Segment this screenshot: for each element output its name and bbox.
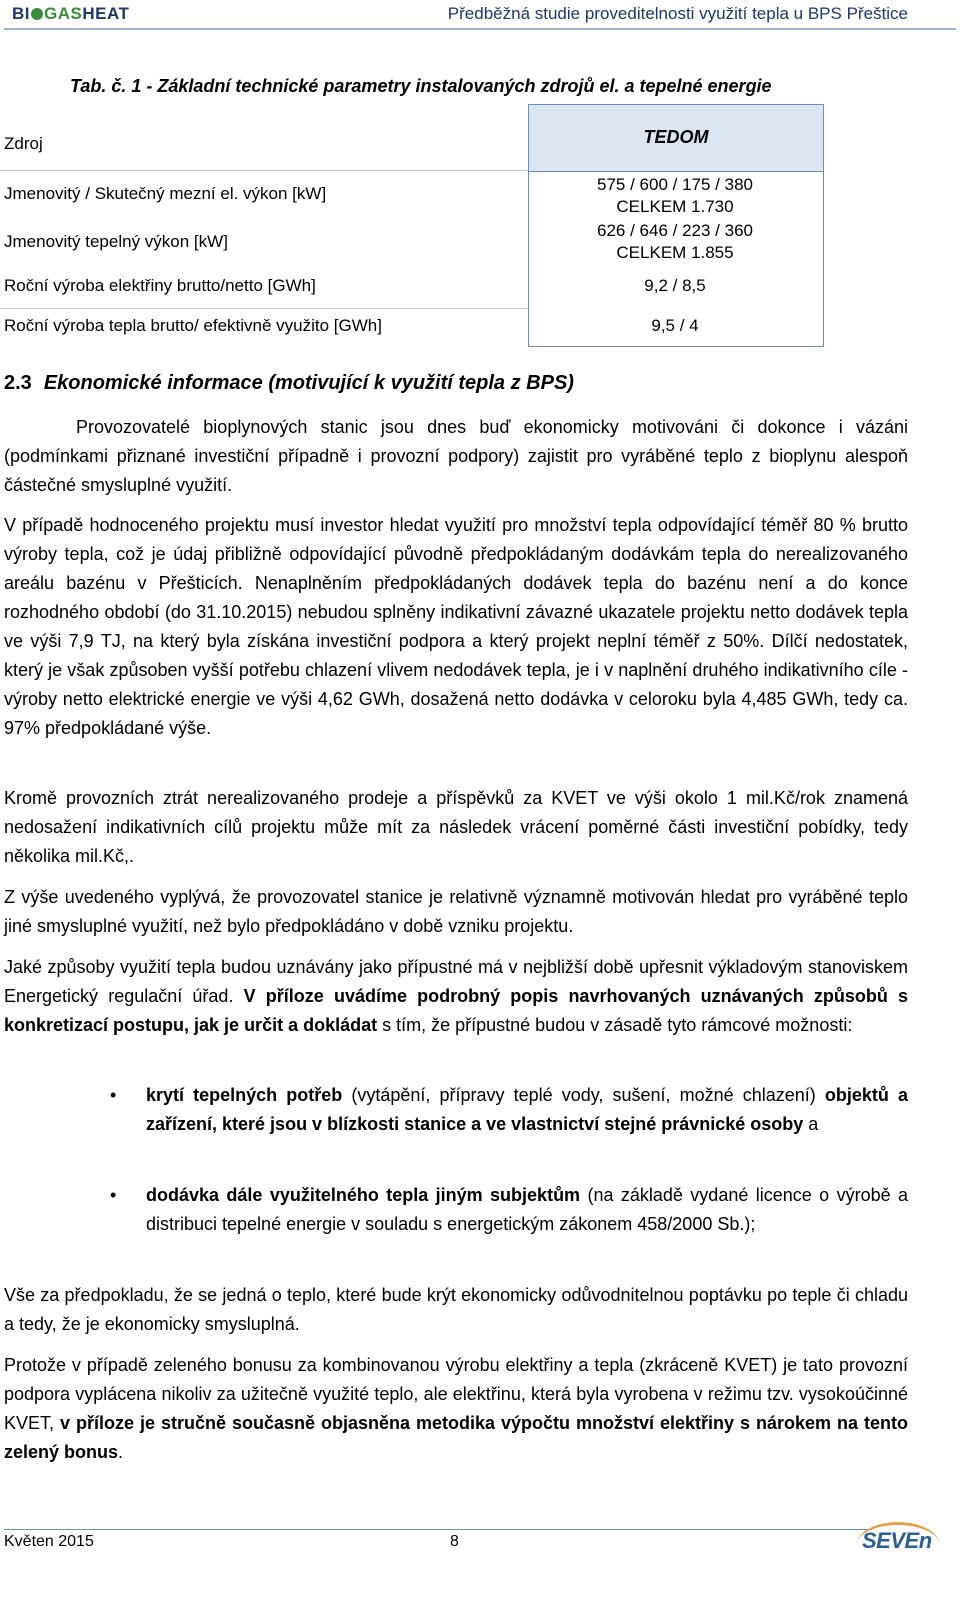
bullet-icon: •: [110, 1185, 117, 1205]
logo-text-heat: HEAT: [82, 4, 130, 23]
column-header-source: Zdroj: [4, 134, 43, 153]
bullet-2-bold: dodávka dále využitelného tepla jiným subjektům: [146, 1185, 581, 1205]
seven-logo: SEVEn: [862, 1528, 932, 1553]
bullet-item-2: [146, 1181, 908, 1239]
table-row-value: CELKEM 1.730: [616, 197, 734, 216]
parameters-table: [0, 104, 824, 348]
paragraph-5-bold: V příloze uvádíme podrobný popis navrhovaných uznávaných způsobů s konkretizací postupu, jak je určit a dokládat: [4, 986, 909, 1035]
bullet-1-bold-2: objektů a zařízení, které jsou v blízkosti stanice a ve vlastnictví stejné právnické osoby: [146, 1085, 908, 1134]
paragraph-4: Z výše uvedeného vyplývá, že provozovatel stanice je relativně významně motivován hledat pro vyráběné teplo jiné smysluplné využití, než bylo předpokládáno v době vzniku projektu.: [4, 887, 908, 936]
logo-text-gas: GAS: [44, 4, 83, 23]
paragraph-2: V případě hodnoceného projektu musí investor hledat využití pro množství tepla odpovídající téměř 80 % brutto výroby tepla, což je údaj přibližně odpovídající původně předpokládaným dodávkám tepla do nerealizovaného areálu bazénu v Přešticích. Nenaplněním předpokládaných dodávek tepla do bazénu není a do konce rozhodného období (do 31.10.2015) nebudou splněny indikativní závazné ukazatele projektu netto dodávek tepla ve výši 7,9 TJ, na který byla získána investiční podpora a který projekt neplní téměř z 50%. Dílčí nedostatek, který je však způsoben vyšší potřebu chlazení vlivem nedodávek tepla, je i v naplnění druhého indikativního cíle - výroby netto elektrické energie ve výši 4,62 GWh, dosažená netto dodávka v celoroku byla 4,485 GWh, tedy ca. 97% předpokládané výše.: [4, 515, 908, 738]
paragraph-5: [4, 953, 908, 1040]
header-title: Předběžná studie proveditelnosti využití tepla u BPS Přeštice: [447, 4, 908, 23]
page-number: 8: [450, 1533, 459, 1550]
table-divider: [0, 308, 528, 309]
paragraph-5-tail: s tím, že přípustné budou v zásadě tyto rámcové možnosti:: [377, 1015, 853, 1035]
paragraph-7-tail: .: [118, 1442, 124, 1462]
table-row-value: 575 / 600 / 175 / 380: [597, 175, 753, 194]
table-row-label: Roční výroba elektřiny brutto/netto [GWh]: [4, 276, 316, 295]
section-title: Ekonomické informace (motivující k využití tepla z BPS): [43, 372, 574, 394]
paragraph-5-text: Jaké způsoby využití tepla budou uznávány jako přípustné má v nejbližší době upřesnit výkladovým stanoviskem Energetický regulační úřad.: [4, 957, 908, 1006]
table-row-value: 626 / 646 / 223 / 360: [597, 221, 753, 240]
paragraph-1: Provozovatelé bioplynových stanic jsou dnes buď ekonomicky motivováni či dokonce i vázáni (podmínkami přiznané investiční případně i provozní podpory) zajistit pro vyráběné teplo z bioplynu alespoň částečné smysluplné využití.: [4, 417, 908, 495]
bullet-1-tail: a: [803, 1114, 819, 1134]
table-row-value: CELKEM 1.855: [616, 243, 734, 262]
biogasheat-logo: [12, 4, 129, 24]
column-header-tedom: TEDOM: [643, 127, 709, 147]
table-row-label: Roční výroba tepla brutto/ efektivně využito [GWh]: [4, 316, 382, 335]
page-header: [4, 0, 956, 30]
paragraph-7-text: Protože v případě zeleného bonusu za kombinovanou výrobu elektřiny a tepla (zkráceně KVET) je tato provozní podpora vyplácena nikoliv za užitečně využité teplo, ale elektřinu, která byla vyrobena v režimu tzv. vysokoúčinné KVET,: [4, 1355, 908, 1433]
bullet-2-text: (na základě vydané licence o výrobě a distribuci tepelné energie v souladu s energetickým zákonem 458/2000 Sb.);: [146, 1185, 908, 1234]
footer-date: Květen 2015: [4, 1533, 94, 1550]
paragraph-3: Kromě provozních ztrát nerealizovaného prodeje a příspěvků za KVET ve výši okolo 1 mil.Kč/rok znamená nedosažení indikativních cílů projektu může mít za následek vrácení poměrné části investiční pobídky, tedy několika mil.Kč,.: [4, 788, 908, 866]
paragraph-6: Vše za předpokladu, že se jedná o teplo, které bude krýt ekonomicky odůvodnitelnou poptávku po teple či chladu a tedy, že je ekonomicky smysluplná.: [4, 1285, 908, 1334]
bullet-item-1: [146, 1081, 908, 1139]
footer-divider: [4, 1529, 872, 1530]
leaf-icon: [31, 8, 43, 20]
bullet-icon: •: [110, 1085, 117, 1105]
paragraph-7: [4, 1351, 908, 1467]
table-caption: Tab. č. 1 - Základní technické parametry instalovaných zdrojů el. a tepelné energie: [70, 76, 772, 96]
bullet-1-bold: krytí tepelných potřeb: [146, 1085, 343, 1105]
table-header-cell: [528, 104, 824, 172]
logo-text-bi: BI: [12, 4, 30, 23]
section-heading: [4, 372, 574, 395]
table-row-label: Jmenovitý tepelný výkon [kW]: [4, 232, 228, 251]
bullet-1-text: (vytápění, přípravy teplé vody, sušení, možné chlazení): [342, 1085, 825, 1105]
table-row-label: Jmenovitý / Skutečný mezní el. výkon [kW]: [4, 184, 327, 203]
table-row-value: 9,5 / 4: [651, 316, 699, 335]
section-number: 2.3: [4, 372, 32, 394]
table-row-value: 9,2 / 8,5: [644, 276, 706, 295]
table-divider: [0, 170, 528, 171]
paragraph-7-bold: v příloze je stručně současně objasněna metodika výpočtu množství elektřiny s nárokem na tento zelený bonus: [4, 1413, 908, 1462]
